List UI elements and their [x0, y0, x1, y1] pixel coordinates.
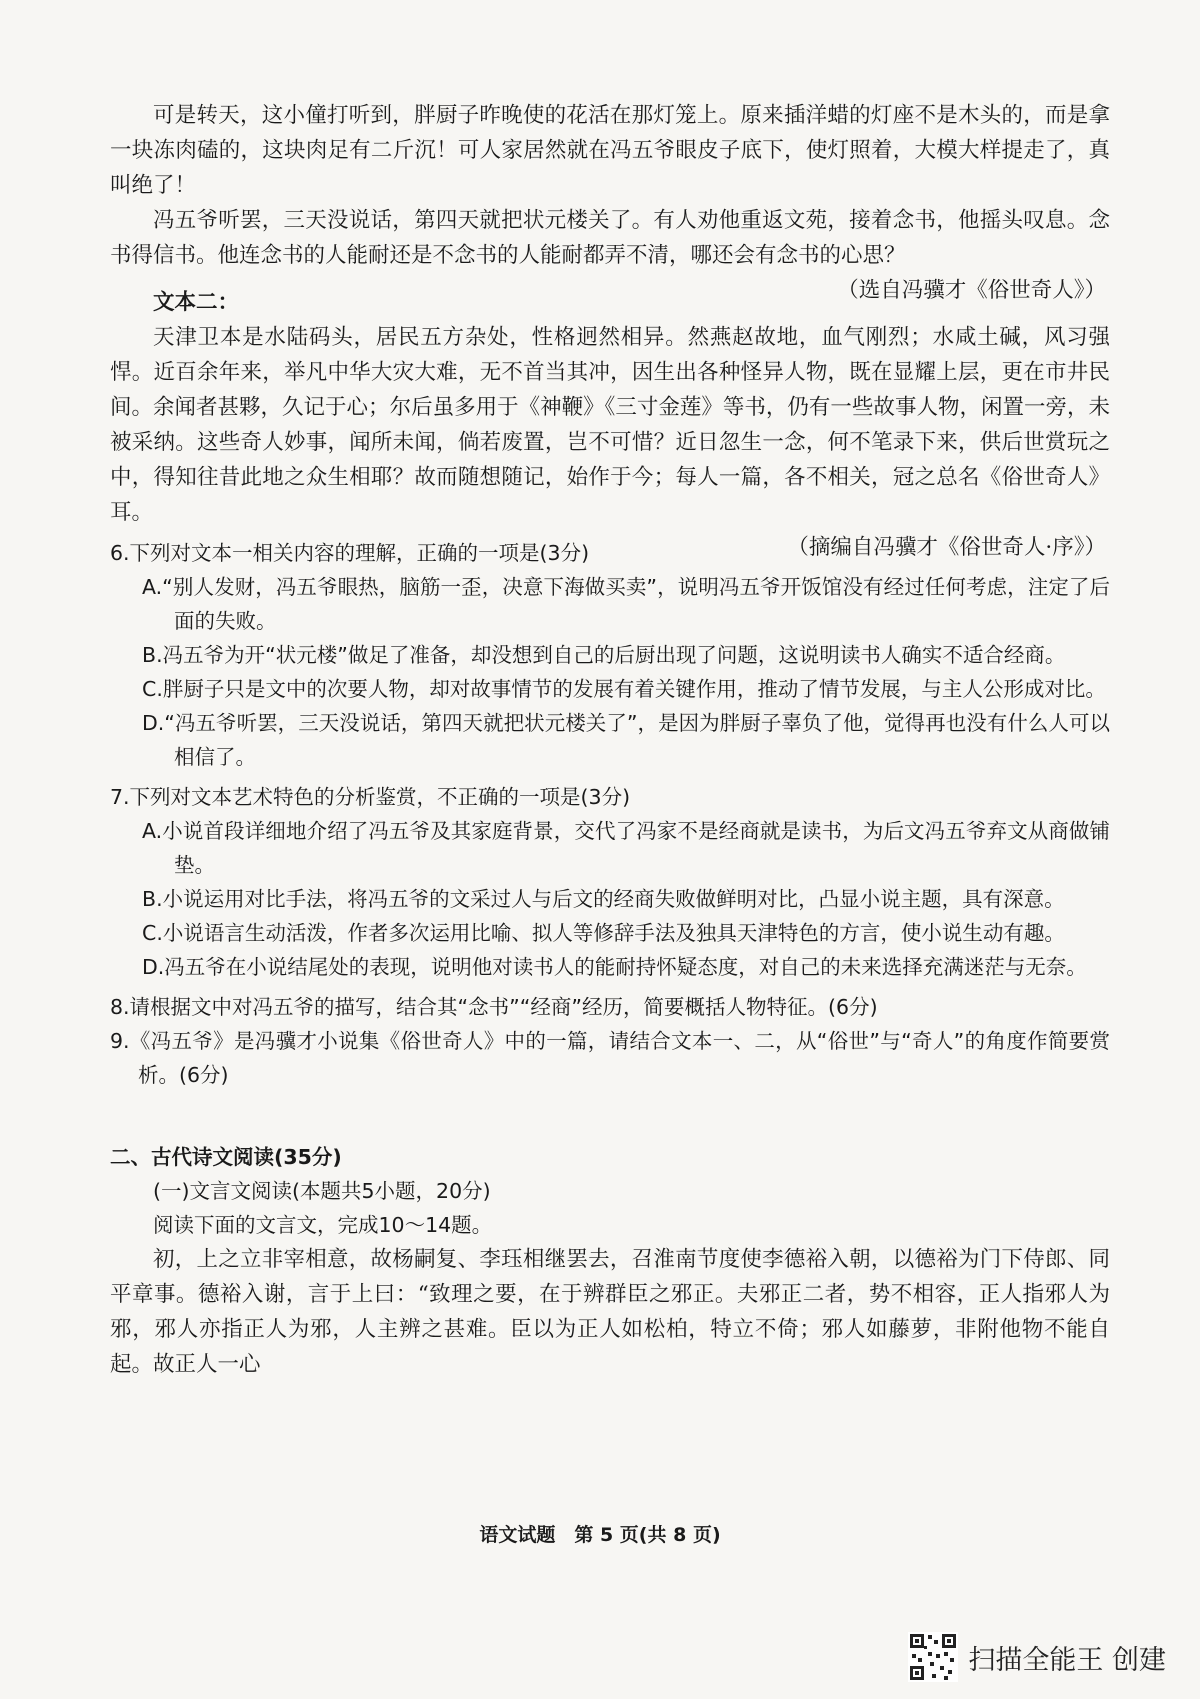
- q6-option-a: A.“别人发财，冯五爷眼热，脑筋一歪，决意下海做买卖”，说明冯五爷开饭馆没有经过任何考虑，注定了后面的失败。: [142, 575, 1110, 633]
- q6-option-c: C.胖厨子只是文中的次要人物，却对故事情节的发展有着关键作用，推动了情节发展，与主人公形成对比。: [142, 677, 1106, 701]
- section-2: [110, 1140, 1110, 1382]
- questions-8-9: [110, 990, 1110, 1092]
- classical-passage: 初，上之立非宰相意，故杨嗣复、李珏相继罢去，召淮南节度使李德裕入朝，以德裕为门下侍郎、同平章事。德裕入谢，言于上曰：“致理之要，在于辨群臣之邪正。夫邪正二者，势不相容，正人指邪人为邪，邪人亦指正人为邪，人主辨之甚难。臣以为正人如松柏，特立不倚；邪人如藤萝，非附他物不能自起。故正人一心: [110, 1247, 1110, 1377]
- text2-paragraph: 天津卫本是水陆码头，居民五方杂处，性格迥然相异。然燕赵故地，血气刚烈；水咸土碱，风习强悍。近百余年来，举凡中华大灾大难，无不首当其冲，因生出各种怪异人物，既在显耀上层，更在市井民间。余闻者甚夥，久记于心；尔后虽多用于《神鞭》《三寸金莲》等书，仍有一些故事人物，闲置一旁，未被采纳。这些奇人妙事，闻所未闻，倘若废置，岂不可惜？近日忽生一念，何不笔录下来，供后世赏玩之中，得知往昔此地之众生相耶？故而随想随记，始作于今；每人一篇，各不相关，冠之总名《俗世奇人》耳。: [110, 325, 1110, 525]
- text2-source: （摘编自冯骥才《俗世奇人·序》）: [787, 535, 1106, 560]
- text1-section: [110, 98, 1110, 308]
- q6-option-b: B.冯五爷为开“状元楼”做足了准备，却没想到自己的后厨出现了问题，这说明读书人确实不适合经商。: [142, 643, 1066, 667]
- section2-instruction: 阅读下面的文言文，完成10～14题。: [153, 1213, 493, 1237]
- text1-paragraph-1: 可是转天，这小僮打听到，胖厨子昨晚使的花活在那灯笼上。原来插洋蜡的灯座不是木头的，而是拿一块冻肉磕的，这块肉足有二斤沉！可人家居然就在冯五爷眼皮子底下，使灯照着，大模大样提走了，真叫绝了！: [110, 103, 1110, 198]
- q7-option-b: B.小说运用对比手法，将冯五爷的文采过人与后文的经商失败做鲜明对比，凸显小说主题，具有深意。: [142, 887, 1065, 911]
- qr-code-icon: [908, 1632, 958, 1682]
- q7-option-d: D.冯五爷在小说结尾处的表现，说明他对读书人的能耐持怀疑态度，对自己的未来选择充满迷茫与无奈。: [142, 955, 1087, 979]
- scanner-label: 扫描全能王 创建: [968, 1644, 1166, 1676]
- q9: 9.《冯五爷》是冯骥才小说集《俗世奇人》中的一篇，请结合文本一、二，从“俗世”与“奇人”的角度作简要赏析。(6分): [110, 1029, 1110, 1087]
- q7-option-a: A.小说首段详细地介绍了冯五爷及其家庭背景，交代了冯家不是经商就是读书，为后文冯五爷弃文从商做铺垫。: [142, 819, 1110, 877]
- section2-subtitle: (一)文言文阅读(本题共5小题，20分): [153, 1179, 491, 1203]
- question-7: [110, 780, 1110, 984]
- q7-stem: 7.下列对文本艺术特色的分析鉴赏，不正确的一项是(3分): [110, 785, 631, 809]
- q6-stem: 6.下列对文本一相关内容的理解，正确的一项是(3分): [110, 541, 590, 565]
- section2-title: 二、古代诗文阅读(35分): [110, 1145, 342, 1169]
- text1-paragraph-2: 冯五爷听罢，三天没说话，第四天就把状元楼关了。有人劝他重返文苑，接着念书，他摇头叹息。念书得信书。他连念书的人能耐还是不念书的人能耐都弄不清，哪还会有念书的心思？: [110, 208, 1110, 268]
- text2-title: 文本二：: [153, 290, 240, 315]
- q7-option-c: C.小说语言生动活泼，作者多次运用比喻、拟人等修辞手法及独具天津特色的方言，使小说生动有趣。: [142, 921, 1065, 945]
- page-footer: 语文试题 第 5 页(共 8 页): [479, 1524, 721, 1546]
- q6-option-d: D.“冯五爷听罢，三天没说话，第四天就把状元楼关了”，是因为胖厨子辜负了他，觉得再也没有什么人可以相信了。: [142, 711, 1110, 769]
- text2-section: [110, 285, 1110, 565]
- scanner-watermark: [908, 1632, 1166, 1682]
- text1-source: （选自冯骥才《俗世奇人》）: [837, 278, 1106, 303]
- question-6: [110, 536, 1110, 774]
- q8: 8.请根据文中对冯五爷的描写，结合其“念书”“经商”经历，简要概括人物特征。(6分): [110, 995, 878, 1019]
